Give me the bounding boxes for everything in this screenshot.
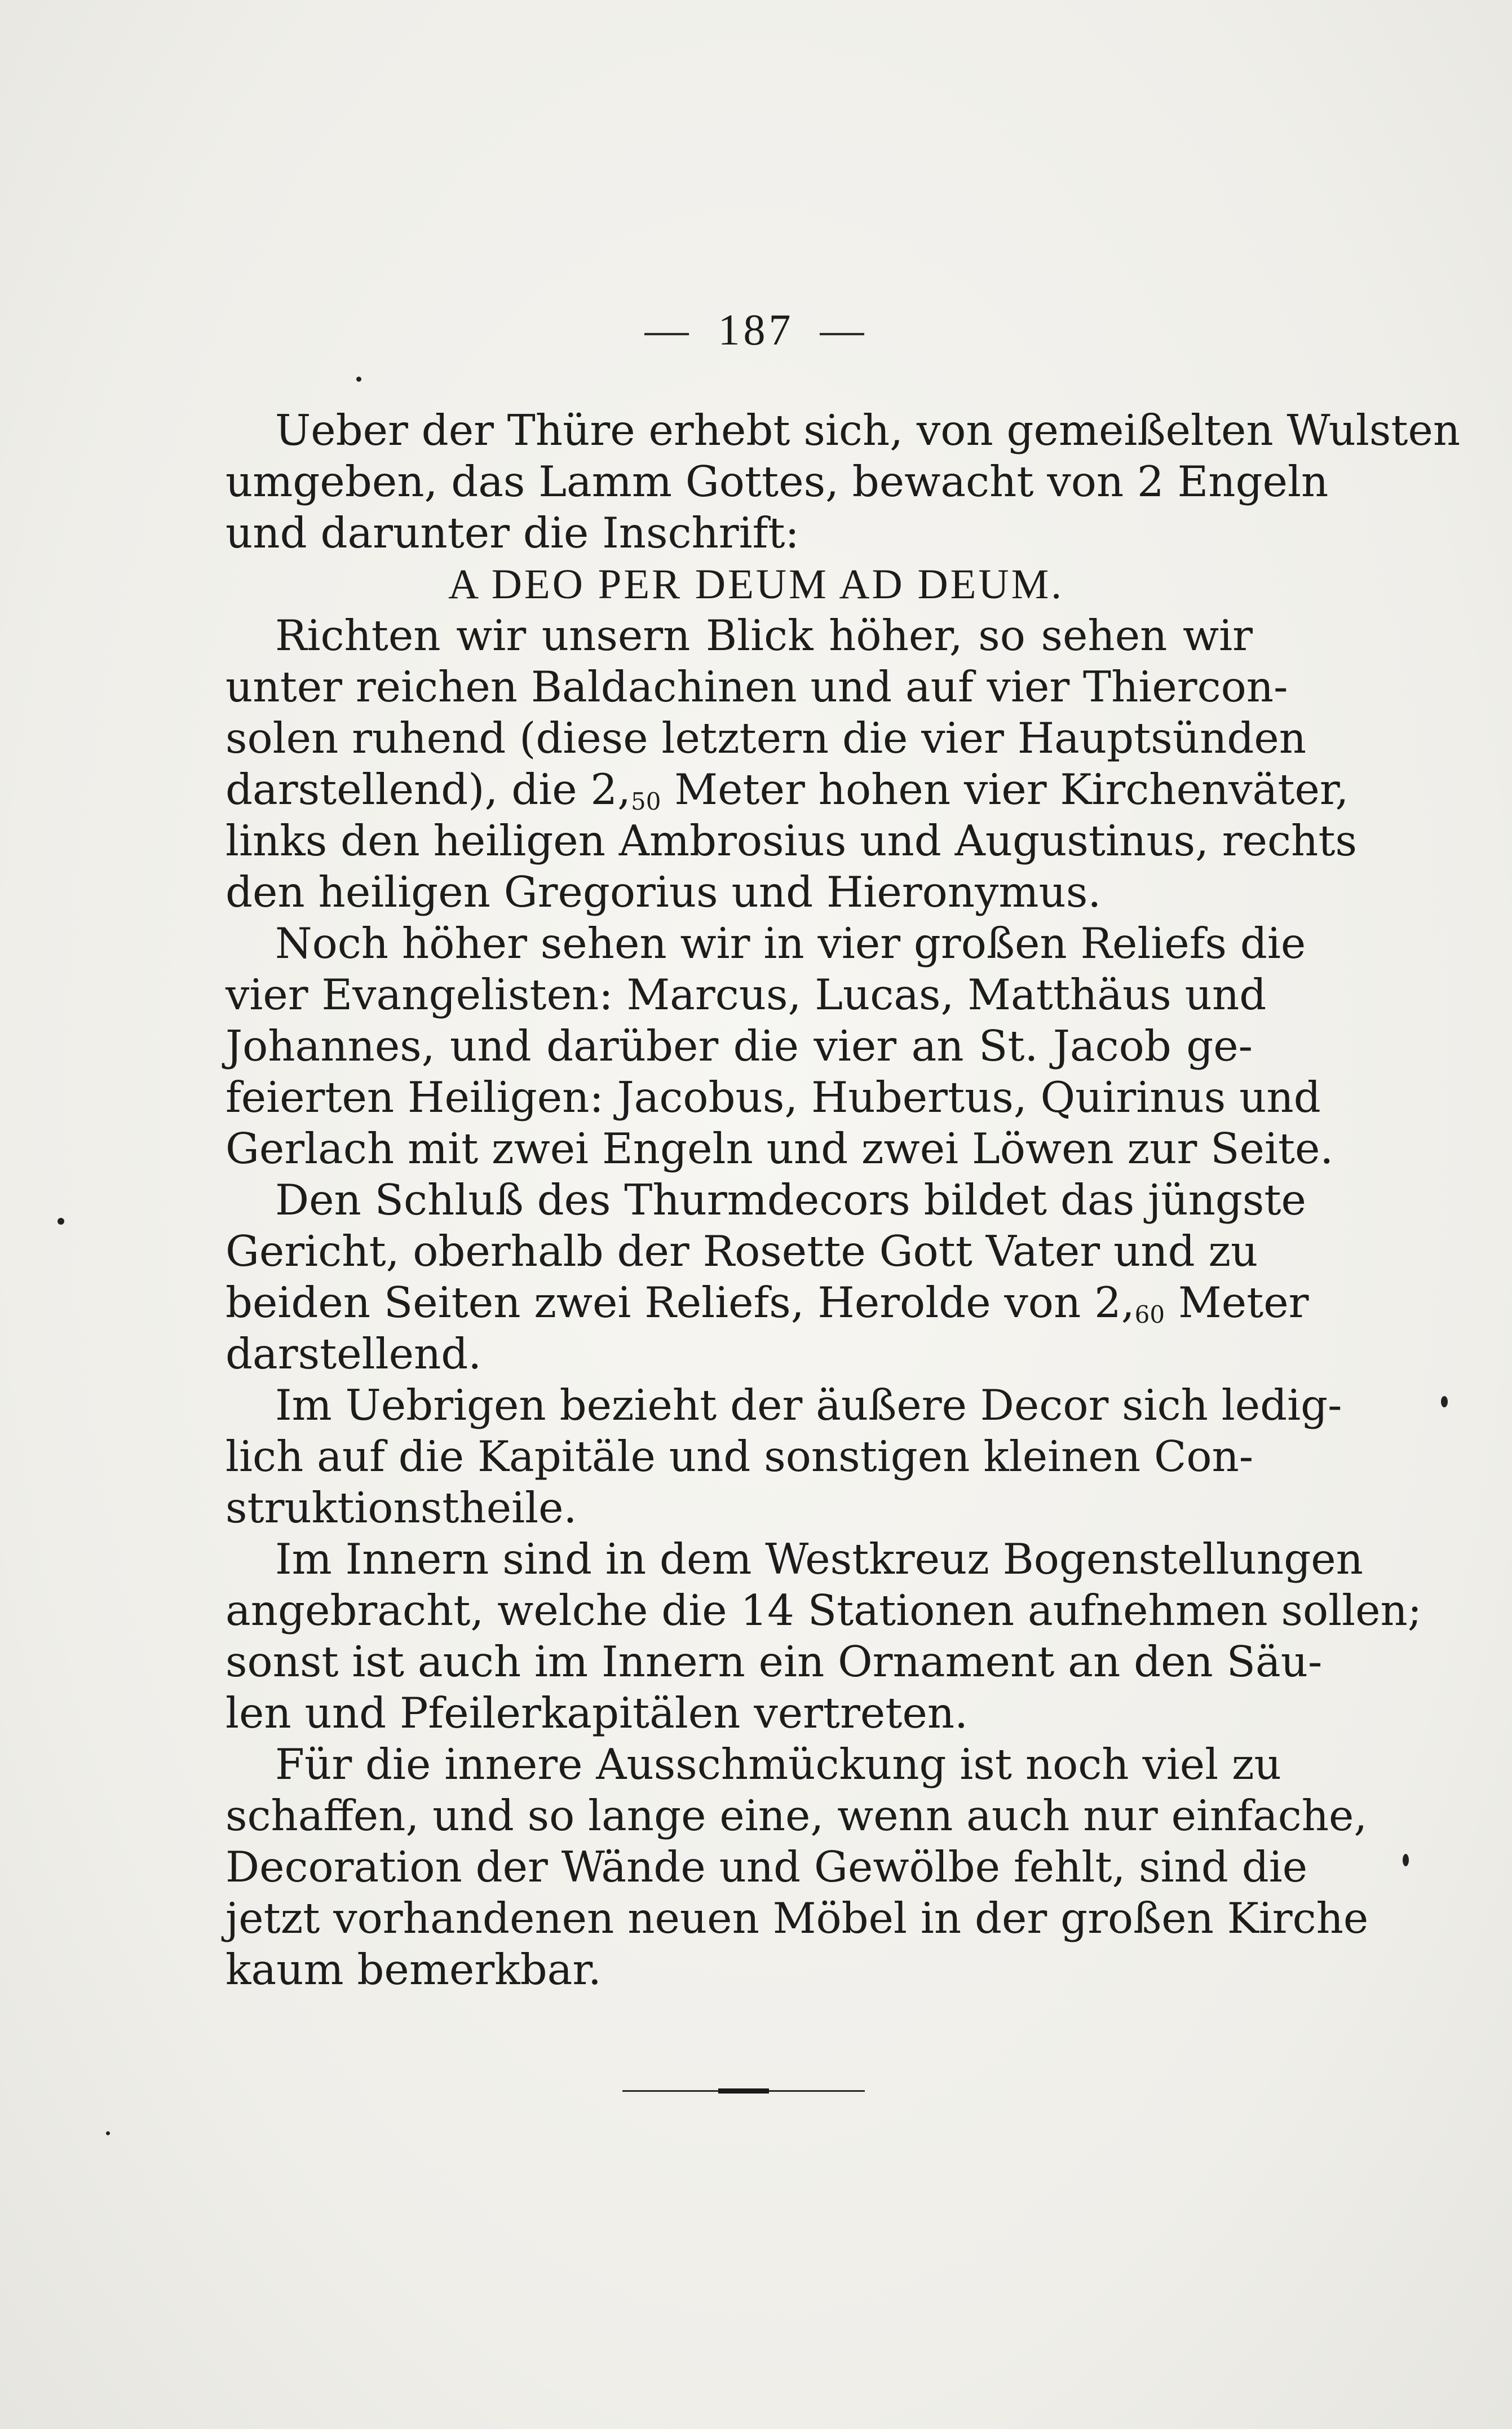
text-line: Ueber der Thüre erhebt sich, von gemeißelten Wulsten (275, 405, 1461, 455)
page-number-dash-right: — (820, 305, 868, 354)
text-line: darstellend. (226, 1329, 482, 1379)
text-line: lich auf die Kapitäle und sonstigen kleinen Con- (226, 1432, 1254, 1481)
text-line: solen ruhend (diese letztern die vier Hauptsünden (226, 713, 1307, 763)
text-line: angebracht, welche die 14 Stationen aufnehmen sollen; (226, 1586, 1422, 1635)
page-number-header (0, 304, 1512, 355)
text-line: Den Schluß des Thurmdecors bildet das jüngste (275, 1175, 1306, 1225)
text-line: Johannes, und darüber die vier an St. Jacob ge- (226, 1021, 1253, 1071)
end-ornament-rule (622, 2088, 865, 2094)
inscription-line: A DEO PER DEUM AD DEUM. (448, 561, 1064, 608)
page-number-dash-left: — (644, 305, 692, 354)
text-line: umgeben, das Lamm Gottes, bewacht von 2 Engeln (226, 457, 1329, 506)
text-line: kaum bemerkbar. (226, 1945, 602, 1994)
ink-speck (106, 2131, 110, 2135)
text-line: sonst ist auch im Innern ein Ornament an den Säu- (226, 1637, 1323, 1686)
ink-speck (1441, 1396, 1448, 1407)
text-line: vier Evangelisten: Marcus, Lucas, Matthäus und (226, 970, 1267, 1019)
text-line: Gerlach mit zwei Engeln und zwei Löwen zur Seite. (226, 1124, 1334, 1173)
text-line: links den heiligen Ambrosius und Augustinus, rechts (226, 816, 1357, 865)
text-line: Im Innern sind in dem Westkreuz Bogenstellungen (275, 1534, 1363, 1584)
page-number: 187 (718, 305, 794, 354)
text-line: Gericht, oberhalb der Rosette Gott Vater und zu (226, 1226, 1258, 1276)
text-line: beiden Seiten zwei Reliefs, Herolde von $2,_{60}$ Meter (226, 1278, 1309, 1328)
text-line: schaffen, und so lange eine, wenn auch nur einfache, (226, 1791, 1368, 1840)
text-line: Noch höher sehen wir in vier großen Reliefs die (275, 918, 1306, 968)
ink-speck (1403, 1854, 1409, 1866)
text-line: Für die innere Ausschmückung ist noch viel zu (275, 1739, 1281, 1789)
text-line: feierten Heiligen: Jacobus, Hubertus, Quirinus und (226, 1072, 1321, 1122)
text-line: struktionstheile. (226, 1483, 577, 1533)
text-line: len und Pfeilerkapitälen vertreten. (226, 1688, 968, 1738)
body-text (226, 405, 1461, 1995)
text-line: den heiligen Gregorius und Hieronymus. (226, 867, 1102, 917)
text-line: und darunter die Inschrift: (226, 508, 799, 558)
ink-speck (356, 377, 361, 382)
text-line: Decoration der Wände und Gewölbe fehlt, sind die (226, 1842, 1308, 1892)
text-line: unter reichen Baldachinen und auf vier Thiercon- (226, 662, 1288, 712)
rule-accent (718, 2088, 769, 2094)
text-line: Im Uebrigen bezieht der äußere Decor sich ledig- (275, 1380, 1342, 1430)
text-line: jetzt vorhandenen neuen Möbel in der großen Kirche (226, 1893, 1369, 1943)
text-line: darstellend), die $2,_{50}$ Meter hohen vier Kirchenväter, (226, 765, 1349, 815)
ink-speck (58, 1218, 64, 1225)
decimal-subscript: 60 (1134, 1301, 1165, 1328)
text-line: Richten wir unsern Blick höher, so sehen wir (275, 611, 1253, 660)
decimal-subscript: 50 (630, 788, 661, 815)
